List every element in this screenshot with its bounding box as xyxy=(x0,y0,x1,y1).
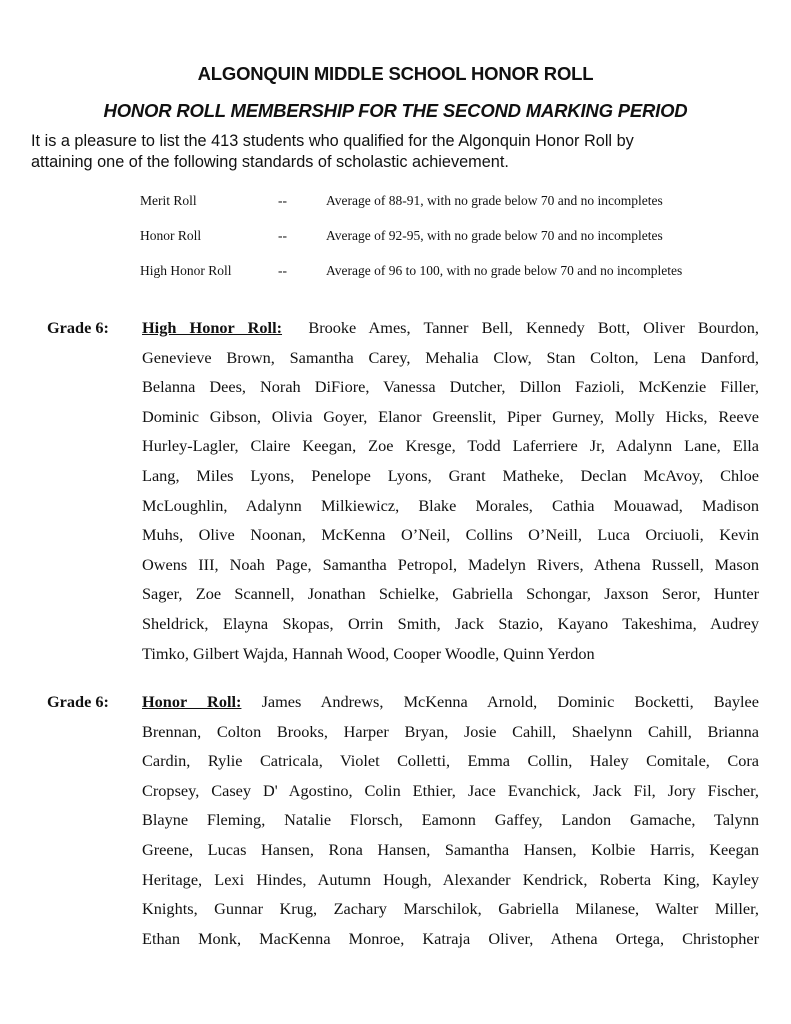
name-line: McLoughlin, Adalynn Milkiewicz, Blake Morales, Cathia Mouawad, Madison xyxy=(142,495,759,515)
standard-description: Average of 92-95, with no grade below 70 and no incompletes xyxy=(326,228,663,243)
name-line: Timko, Gilbert Wajda, Hannah Wood, Cooper Woodle, Quinn Yerdon xyxy=(142,643,595,663)
standard-honor-roll xyxy=(140,228,760,263)
name-line: Brennan, Colton Brooks, Harper Bryan, Josie Cahill, Shaelynn Cahill, Brianna xyxy=(142,721,759,741)
standard-merit-roll xyxy=(140,193,760,228)
name-line: Belanna Dees, Norah DiFiore, Vanessa Dutcher, Dillon Fazioli, McKenzie Filler, xyxy=(142,377,759,397)
name-line: Ethan Monk, MacKenna Monroe, Katraja Oliver, Athena Ortega, Christopher xyxy=(142,928,759,948)
standard-name: Merit Roll xyxy=(140,193,197,208)
standard-description: Average of 88-91, with no grade below 70 and no incompletes xyxy=(326,193,663,208)
name-line: Greene, Lucas Hansen, Rona Hansen, Samantha Hansen, Kolbie Harris, Keegan xyxy=(142,839,759,859)
roll-label: Honor Roll: xyxy=(142,692,242,711)
name-line: Heritage, Lexi Hindes, Autumn Hough, Alexander Kendrick, Roberta King, Kayley xyxy=(142,869,759,889)
student-name-list xyxy=(142,318,759,673)
document-subtitle: HONOR ROLL MEMBERSHIP FOR THE SECOND MARKING PERIOD xyxy=(103,100,688,121)
standard-name: Honor Roll xyxy=(140,228,202,243)
name-line: Cardin, Rylie Catricala, Violet Colletti, Emma Collin, Haley Comitale, Cora xyxy=(142,751,759,771)
name-line-text: Brooke Ames, Tanner Bell, Kennedy Bott, Oliver Bourdon, xyxy=(308,318,759,337)
standard-separator: -- xyxy=(278,193,287,208)
standard-description: Average of 96 to 100, with no grade below 70 and no incompletes xyxy=(326,263,683,278)
name-line: Genevieve Brown, Samantha Carey, Mehalia Clow, Stan Colton, Lena Danford, xyxy=(142,347,759,367)
name-line: Lang, Miles Lyons, Penelope Lyons, Grant Matheke, Declan McAvoy, Chloe xyxy=(142,465,759,485)
name-line: Muhs, Olive Noonan, McKenna O’Neil, Collins O’Neill, Luca Orciuoli, Kevin xyxy=(142,525,759,545)
standard-name: High Honor Roll xyxy=(140,263,232,278)
standard-separator: -- xyxy=(278,228,287,243)
standard-separator: -- xyxy=(278,263,287,278)
student-name-list xyxy=(142,692,759,958)
name-line: Sheldrick, Elayna Skopas, Orrin Smith, Jack Stazio, Kayano Takeshima, Audrey xyxy=(142,613,759,633)
standards-list xyxy=(140,193,760,298)
intro-line: It is a pleasure to list the 413 students who qualified for the Algonquin Honor Roll by xyxy=(31,132,634,150)
name-line-text: James Andrews, McKenna Arnold, Dominic Bocketti, Baylee xyxy=(261,692,759,711)
roll-label: High Honor Roll: xyxy=(142,318,283,337)
name-line xyxy=(142,692,759,722)
document-title: ALGONQUIN MIDDLE SCHOOL HONOR ROLL xyxy=(197,63,594,84)
name-line: Knights, Gunnar Krug, Zachary Marschilok, Gabriella Milanese, Walter Miller, xyxy=(142,899,759,919)
grade-label: Grade 6: xyxy=(47,692,109,711)
standard-high-honor-roll xyxy=(140,263,760,298)
intro-paragraph xyxy=(31,131,771,173)
name-line: Cropsey, Casey D' Agostino, Colin Ethier, Jace Evanchick, Jack Fil, Jory Fischer, xyxy=(142,780,759,800)
intro-line: attaining one of the following standards of scholastic achievement. xyxy=(31,153,509,171)
grade-label: Grade 6: xyxy=(47,318,109,337)
name-line xyxy=(142,318,759,348)
name-line: Blayne Fleming, Natalie Florsch, Eamonn Gaffey, Landon Gamache, Talynn xyxy=(142,810,759,830)
name-line: Hurley-Lagler, Claire Keegan, Zoe Kresge, Todd Laferriere Jr, Adalynn Lane, Ella xyxy=(142,436,759,456)
name-line: Owens III, Noah Page, Samantha Petropol, Madelyn Rivers, Athena Russell, Mason xyxy=(142,554,759,574)
name-line: Dominic Gibson, Olivia Goyer, Elanor Greenslit, Piper Gurney, Molly Hicks, Reeve xyxy=(142,406,759,426)
name-line: Sager, Zoe Scannell, Jonathan Schielke, Gabriella Schongar, Jaxson Seror, Hunter xyxy=(142,584,759,604)
